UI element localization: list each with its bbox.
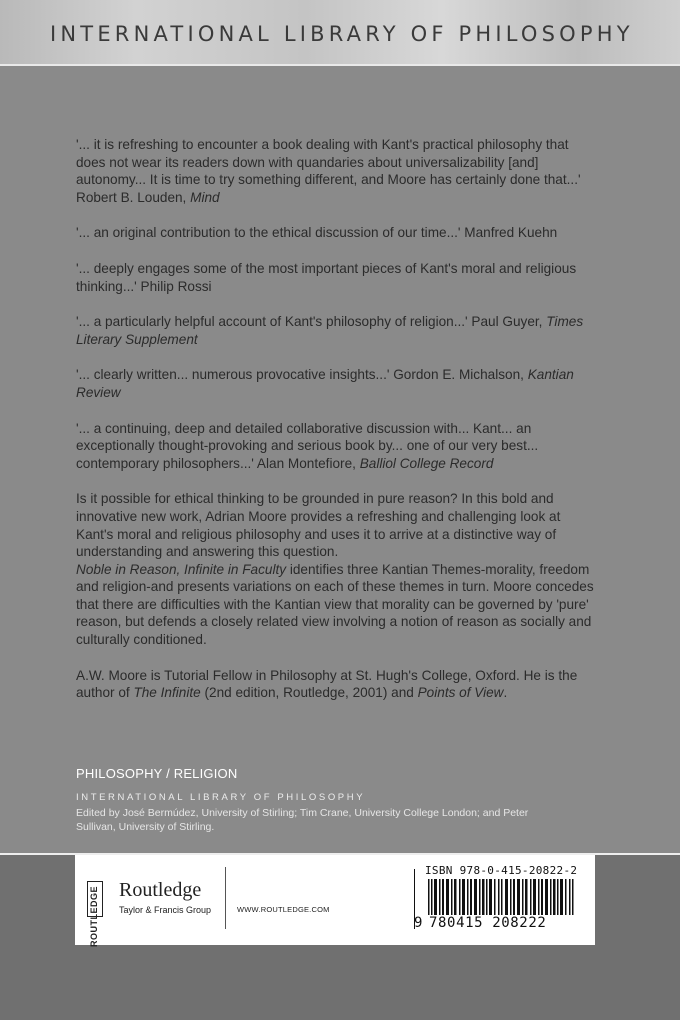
book-description [76,490,596,648]
series-title: INTERNATIONAL LIBRARY OF PHILOSOPHY [50,22,634,46]
quote-source: Balliol College Record [359,455,494,471]
quote-text: '... clearly written... numerous provocative insights...' Gordon E. Michalson, [76,367,528,383]
series-header-band [0,0,680,66]
barcode-lead-digit: 9 [414,915,423,931]
book-title: Points of View [417,685,504,701]
review-quote [76,420,596,473]
quote-text: '... deeply engages some of the most important pieces of Kant's moral and religious thinking...' Philip Rossi [76,260,577,294]
book-title: Noble in Reason, Infinite in Faculty [76,561,287,577]
bio-text: (2nd edition, Routledge, 2001) and [200,685,418,701]
review-quote [76,136,596,206]
publisher-website: WWW.ROUTLEDGE.COM [237,905,330,914]
subject-category: PHILOSOPHY / RELIGION [76,766,238,781]
quote-source: Kantian Review [76,367,574,400]
logo-letters: ROUTLEDGE [89,886,99,948]
logo-divider [225,867,226,929]
bio-text: . [503,685,508,701]
quote-text: '... a continuing, deep and detailed collaborative discussion with... Kant... an exceptionally thought-provoking and serious book by... one of our very best... contemporary philosophers...' Alan Montefiore, [76,420,539,471]
series-editors: Edited by José Bermúdez, University of Stirling; Tim Crane, University College London; and Peter Sullivan, University of Stirling. [76,807,529,833]
quote-text: '... an original contribution to the ethical discussion of our time...' Manfred Kuehn [76,225,558,241]
description-paragraph [76,561,596,649]
series-label: INTERNATIONAL LIBRARY OF PHILOSOPHY [76,792,366,803]
description-text: identifies three Kantian Themes-morality, freedom and religion-and presents variations on each of these themes in turn. Moore concedes that there are difficulties with the Kantian view that morality can be governed by 'pure' reason, but defends a closely related view involving a notion of reason as socially and culturally conditioned. [76,561,594,648]
publisher-name: Routledge [119,879,202,901]
publisher-barcode-panel [75,855,595,948]
routledge-logo-icon [87,881,103,948]
quote-source: Times Literary Supplement [76,314,584,347]
author-bio [76,667,596,702]
back-cover-text [76,136,596,720]
review-quote [76,313,596,348]
review-quote [76,366,596,401]
review-quote [76,224,596,242]
review-quote [76,260,596,295]
book-title: The Infinite [133,685,201,701]
quote-text: '... a particularly helpful account of Kant's philosophy of religion...' Paul Guyer, [76,314,547,330]
publisher-group: Taylor & Francis Group [119,905,212,915]
isbn-label: ISBN 978-0-415-20822-2 [425,864,578,877]
bio-text: A.W. Moore is Tutorial Fellow in Philosophy at St. Hugh's College, Oxford. He is the author of [76,667,578,701]
quote-text: '... it is refreshing to encounter a book dealing with Kant's practical philosophy that does not wear its readers down with quandaries about universalizability [and] autonomy... It is time to try something different, and Moore has certainly done that...' Robert B. Louden, [76,137,581,205]
barcode-digits: 780415 208222 [427,915,589,931]
quote-source: Mind [190,189,220,205]
description-paragraph: Is it possible for ethical thinking to be grounded in pure reason? In this bold and innovative new work, Adrian Moore provides a refreshing and challenging look at Kant's moral and religious philosophy and uses it to arrive at a distinctive way of understanding and answering this question. [76,491,561,560]
